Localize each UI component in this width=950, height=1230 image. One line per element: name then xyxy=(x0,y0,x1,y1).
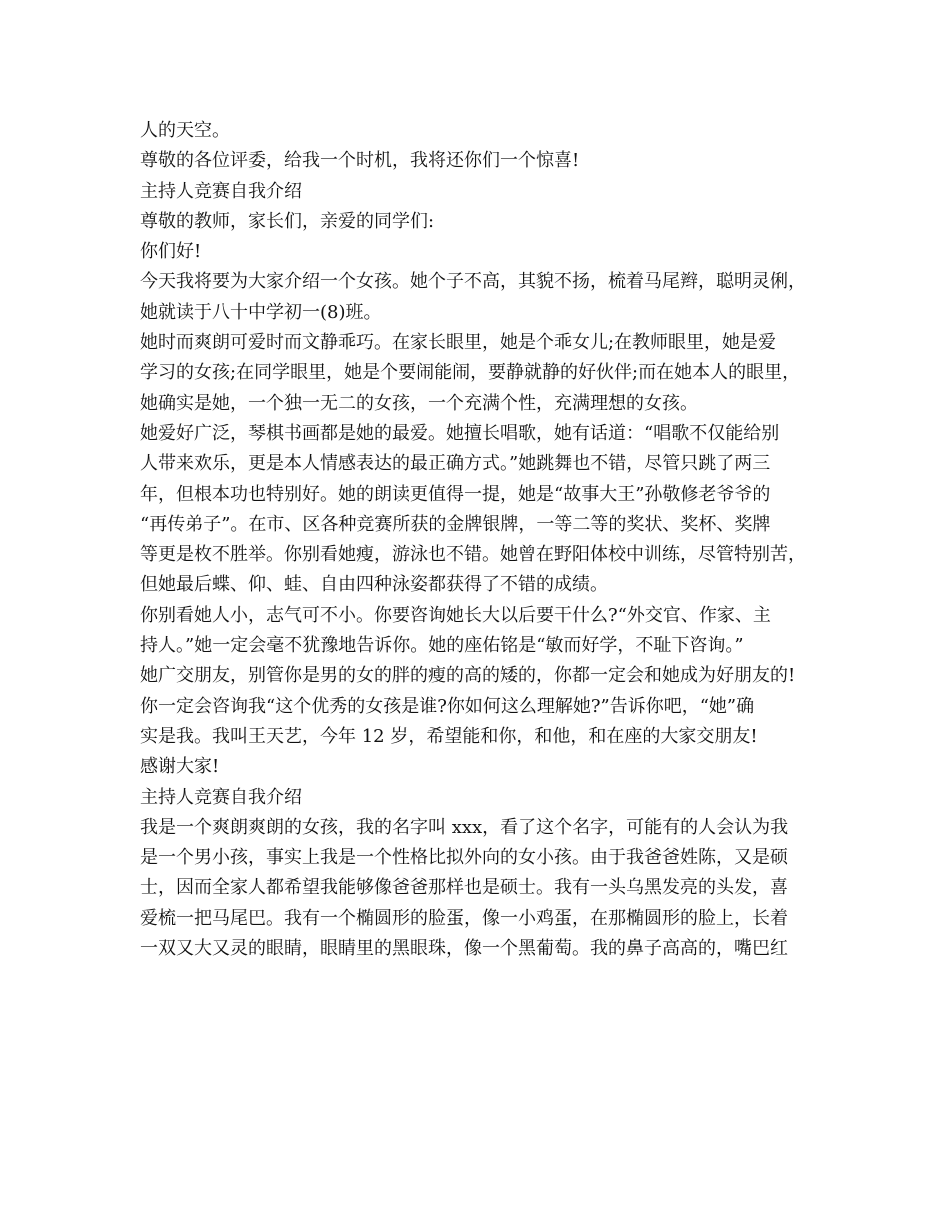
text-line: “再传弟子”。在市、区各种竞赛所获的金牌银牌，一等二等的奖状、奖杯、奖牌 xyxy=(140,513,771,535)
text-line: 你一定会咨询我“这个优秀的女孩是谁?你如何这么理解她?”告诉你吧，“她”确 xyxy=(140,695,755,717)
text-line: 尊敬的教师，家长们，亲爱的同学们: xyxy=(140,210,435,232)
text-line: 等更是枚不胜举。你别看她瘦，游泳也不错。她曾在野阳体校中训练，尽管特别苦， xyxy=(140,544,806,566)
section-heading: 主持人竞赛自我介绍 xyxy=(140,786,302,808)
text-line: 持人。”她一定会毫不犹豫地告诉你。她的座佑铭是“敏而好学，不耻下咨询。” xyxy=(140,635,744,657)
text-line: 尊敬的各位评委，给我一个时机，我将还你们一个惊喜! xyxy=(140,150,580,172)
text-line: 她时而爽朗可爱时而文静乖巧。在家长眼里，她是个乖女儿;在教师眼里，她是爱 xyxy=(140,332,777,354)
text-line: 她广交朋友，别管你是男的女的胖的瘦的高的矮的，你都一定会和她成为好朋友的! xyxy=(140,665,796,687)
section-heading: 主持人竞赛自我介绍 xyxy=(140,180,302,202)
text-line: 人带来欢乐，更是本人情感表达的最正确方式。”她跳舞也不错，尽管只跳了两三 xyxy=(140,453,771,475)
text-line: 人的天空。 xyxy=(140,120,230,141)
text-line: 她就读于八十中学初一(8)班。 xyxy=(140,301,382,323)
text-line: 学习的女孩;在同学眼里，她是个要闹能闹，要静就静的好伙伴;而在她本人的眼里， xyxy=(140,362,801,384)
text-line: 她爱好广泛，琴棋书画都是她的最爱。她擅长唱歌，她有话道：“唱歌不仅能给别 xyxy=(140,422,780,444)
text-line: 一双又大又灵的眼睛，眼睛里的黑眼珠，像一个黑葡萄。我的鼻子高高的，嘴巴红 xyxy=(140,938,788,960)
text-line: 你们好! xyxy=(140,241,202,263)
text-line: 她确实是她，一个独一无二的女孩，一个充满个性，充满理想的女孩。 xyxy=(140,392,698,414)
text-line: 感谢大家! xyxy=(140,756,220,778)
text-line: 爱梳一把马尾巴。我有一个椭圆形的脸蛋，像一小鸡蛋，在那椭圆形的脸上，长着 xyxy=(140,907,788,929)
document-body xyxy=(140,116,830,964)
text-line: 今天我将要为大家介绍一个女孩。她个子不高，其貌不扬，梳着马尾辫，聪明灵俐， xyxy=(140,271,806,293)
text-line: 但她最后蝶、仰、蛙、自由四种泳姿都获得了不错的成绩。 xyxy=(140,574,608,596)
text-line: 你别看她人小，志气可不小。你要咨询她长大以后要干什么?“外交官、作家、主 xyxy=(140,604,771,626)
text-line: 年，但根本功也特别好。她的朗读更值得一提，她是“故事大王”孙敬修老爷爷的 xyxy=(140,483,771,505)
text-line: 士，因而全家人都希望我能够像爸爸那样也是硕士。我有一头乌黑发亮的头发，喜 xyxy=(140,877,788,899)
text-line: 实是我。我叫王天艺，今年 12 岁，希望能和你，和他，和在座的大家交朋友! xyxy=(140,725,758,747)
text-line: 是一个男小孩，事实上我是一个性格比拟外向的女小孩。由于我爸爸姓陈，又是硕 xyxy=(140,847,788,869)
text-line: 我是一个爽朗爽朗的女孩，我的名字叫 xxx，看了这个名字，可能有的人会认为我 xyxy=(140,816,789,838)
